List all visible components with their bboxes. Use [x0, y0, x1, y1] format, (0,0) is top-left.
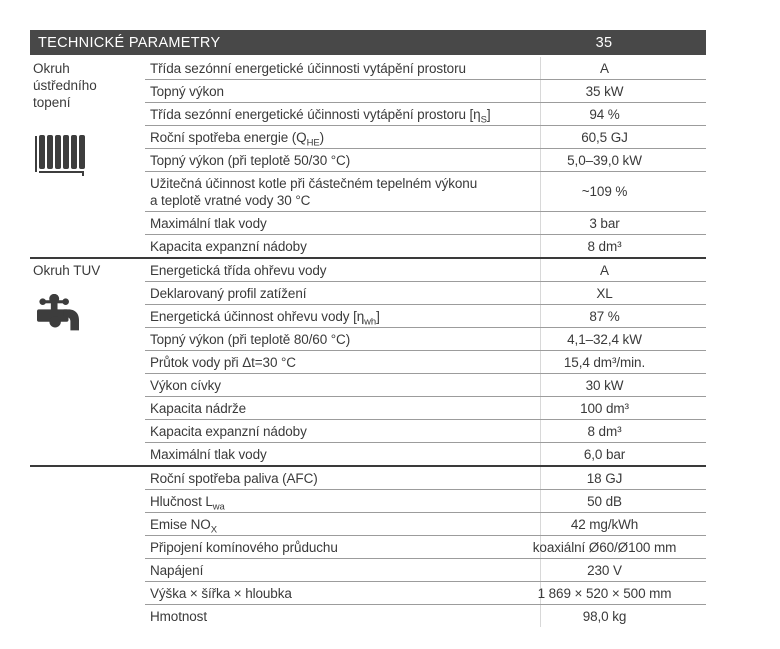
section — [30, 259, 706, 467]
param-value: 50 dB — [540, 490, 706, 512]
param-name: Hmotnost — [150, 609, 207, 624]
param-name: Topný výkon — [150, 84, 224, 99]
param-value: XL — [540, 282, 706, 304]
table-row — [145, 57, 706, 80]
table-row — [145, 467, 706, 490]
param-name: Třída sezónní energetické účinnosti vytápění prostoru $[\eta_S]$ — [150, 107, 491, 126]
section-rows — [145, 57, 706, 257]
table-row — [145, 536, 706, 559]
table-row — [145, 235, 706, 257]
param-name: Energetická účinnost ohřevu vody $[\eta_{wh}]$ — [150, 309, 380, 328]
param-value: 87 % — [540, 305, 706, 327]
param-name: Topný výkon (při teplotě 80/60 °C) — [150, 332, 351, 347]
param-name: Maximální tlak vody — [150, 216, 267, 231]
param-value: A — [540, 259, 706, 281]
table-row — [145, 149, 706, 172]
table-row — [145, 420, 706, 443]
table-row — [145, 126, 706, 149]
param-value: 5,0–39,0 kW — [540, 149, 706, 171]
param-value: 18 GJ — [540, 467, 706, 489]
param-name: Topný výkon (při teplotě 50/30 °C) — [150, 153, 351, 168]
param-value: 100 dm³ — [540, 397, 706, 419]
table-row — [145, 259, 706, 282]
param-name: Třída sezónní energetické účinnosti vytápění prostoru — [150, 61, 466, 76]
param-value: 98,0 kg — [540, 605, 706, 627]
param-name: Průtok vody při Δt=30 °C — [150, 355, 296, 370]
faucet-icon — [37, 294, 79, 338]
param-value: ~109 % — [540, 172, 706, 211]
section-rows — [145, 467, 706, 627]
param-name: Energetická třída ohřevu vody — [150, 263, 327, 278]
param-value: 8 dm³ — [540, 420, 706, 442]
param-value: 4,1–32,4 kW — [540, 328, 706, 350]
param-value: koaxiální Ø60/Ø100 mm — [540, 536, 706, 558]
sections — [30, 57, 706, 627]
section-icon-slot — [37, 294, 143, 338]
param-name: Kapacita nádrže — [150, 401, 247, 416]
param-value: 94 % — [540, 103, 706, 125]
param-name: Maximální tlak vody — [150, 447, 267, 462]
table-row — [145, 490, 706, 513]
param-value: 1 869 × 520 × 500 mm — [540, 582, 706, 604]
table-row — [145, 374, 706, 397]
param-name: Napájení — [150, 563, 204, 578]
param-value: 3 bar — [540, 212, 706, 234]
section — [30, 57, 706, 259]
param-value: 35 kW — [540, 80, 706, 102]
table-row — [145, 212, 706, 235]
param-value: A — [540, 57, 706, 79]
table-row — [145, 305, 706, 328]
table-row — [145, 605, 706, 627]
section — [30, 467, 706, 627]
table-row — [145, 351, 706, 374]
param-name: Kapacita expanzní nádoby — [150, 424, 307, 439]
section-label-col — [30, 467, 145, 627]
param-name: Hlučnost $L_{wa}$ — [150, 494, 225, 513]
table-row — [145, 282, 706, 305]
table-header-bar — [30, 30, 706, 55]
param-value: 42 mg/kWh — [540, 513, 706, 535]
param-value: 6,0 bar — [540, 443, 706, 465]
param-name: Užitečná účinnost kotle při částečném tepelném výkonu a teplotě vratné vody 30 °C — [150, 176, 478, 208]
param-name: Roční spotřeba energie $(Q_{HE})$ — [150, 130, 324, 149]
param-name: Výkon cívky — [150, 378, 221, 393]
table-row — [145, 328, 706, 351]
section-icon-slot — [35, 135, 143, 176]
technical-parameters-table — [30, 30, 706, 627]
section-label-col — [30, 57, 145, 257]
param-value: 30 kW — [540, 374, 706, 396]
section-rows — [145, 259, 706, 465]
param-name: Připojení komínového průduchu — [150, 540, 338, 555]
table-row — [145, 559, 706, 582]
param-value: 15,4 dm³/min. — [540, 351, 706, 373]
model-number: 35 — [595, 34, 613, 51]
table-row — [145, 397, 706, 420]
table-row — [145, 513, 706, 536]
param-name: Deklarovaný profil zatížení — [150, 286, 307, 301]
param-name: Emise $NO_X$ — [150, 517, 217, 536]
param-value: 8 dm³ — [540, 235, 706, 257]
table-title: TECHNICKÉ PARAMETRY — [38, 34, 221, 51]
param-value: 230 V — [540, 559, 706, 581]
table-row — [145, 80, 706, 103]
radiator-icon — [35, 135, 87, 176]
param-name: Kapacita expanzní nádoby — [150, 239, 307, 254]
param-name: Roční spotřeba paliva (AFC) — [150, 471, 318, 486]
param-value: 60,5 GJ — [540, 126, 706, 148]
table-row — [145, 582, 706, 605]
param-name: Výška × šířka × hloubka — [150, 586, 292, 601]
table-row — [145, 103, 706, 126]
section-label: Okruh TUV — [33, 263, 101, 278]
table-row — [145, 443, 706, 465]
table-row — [145, 172, 706, 212]
section-label: Okruh ústředního topení — [33, 61, 97, 110]
section-label-col — [30, 259, 145, 465]
